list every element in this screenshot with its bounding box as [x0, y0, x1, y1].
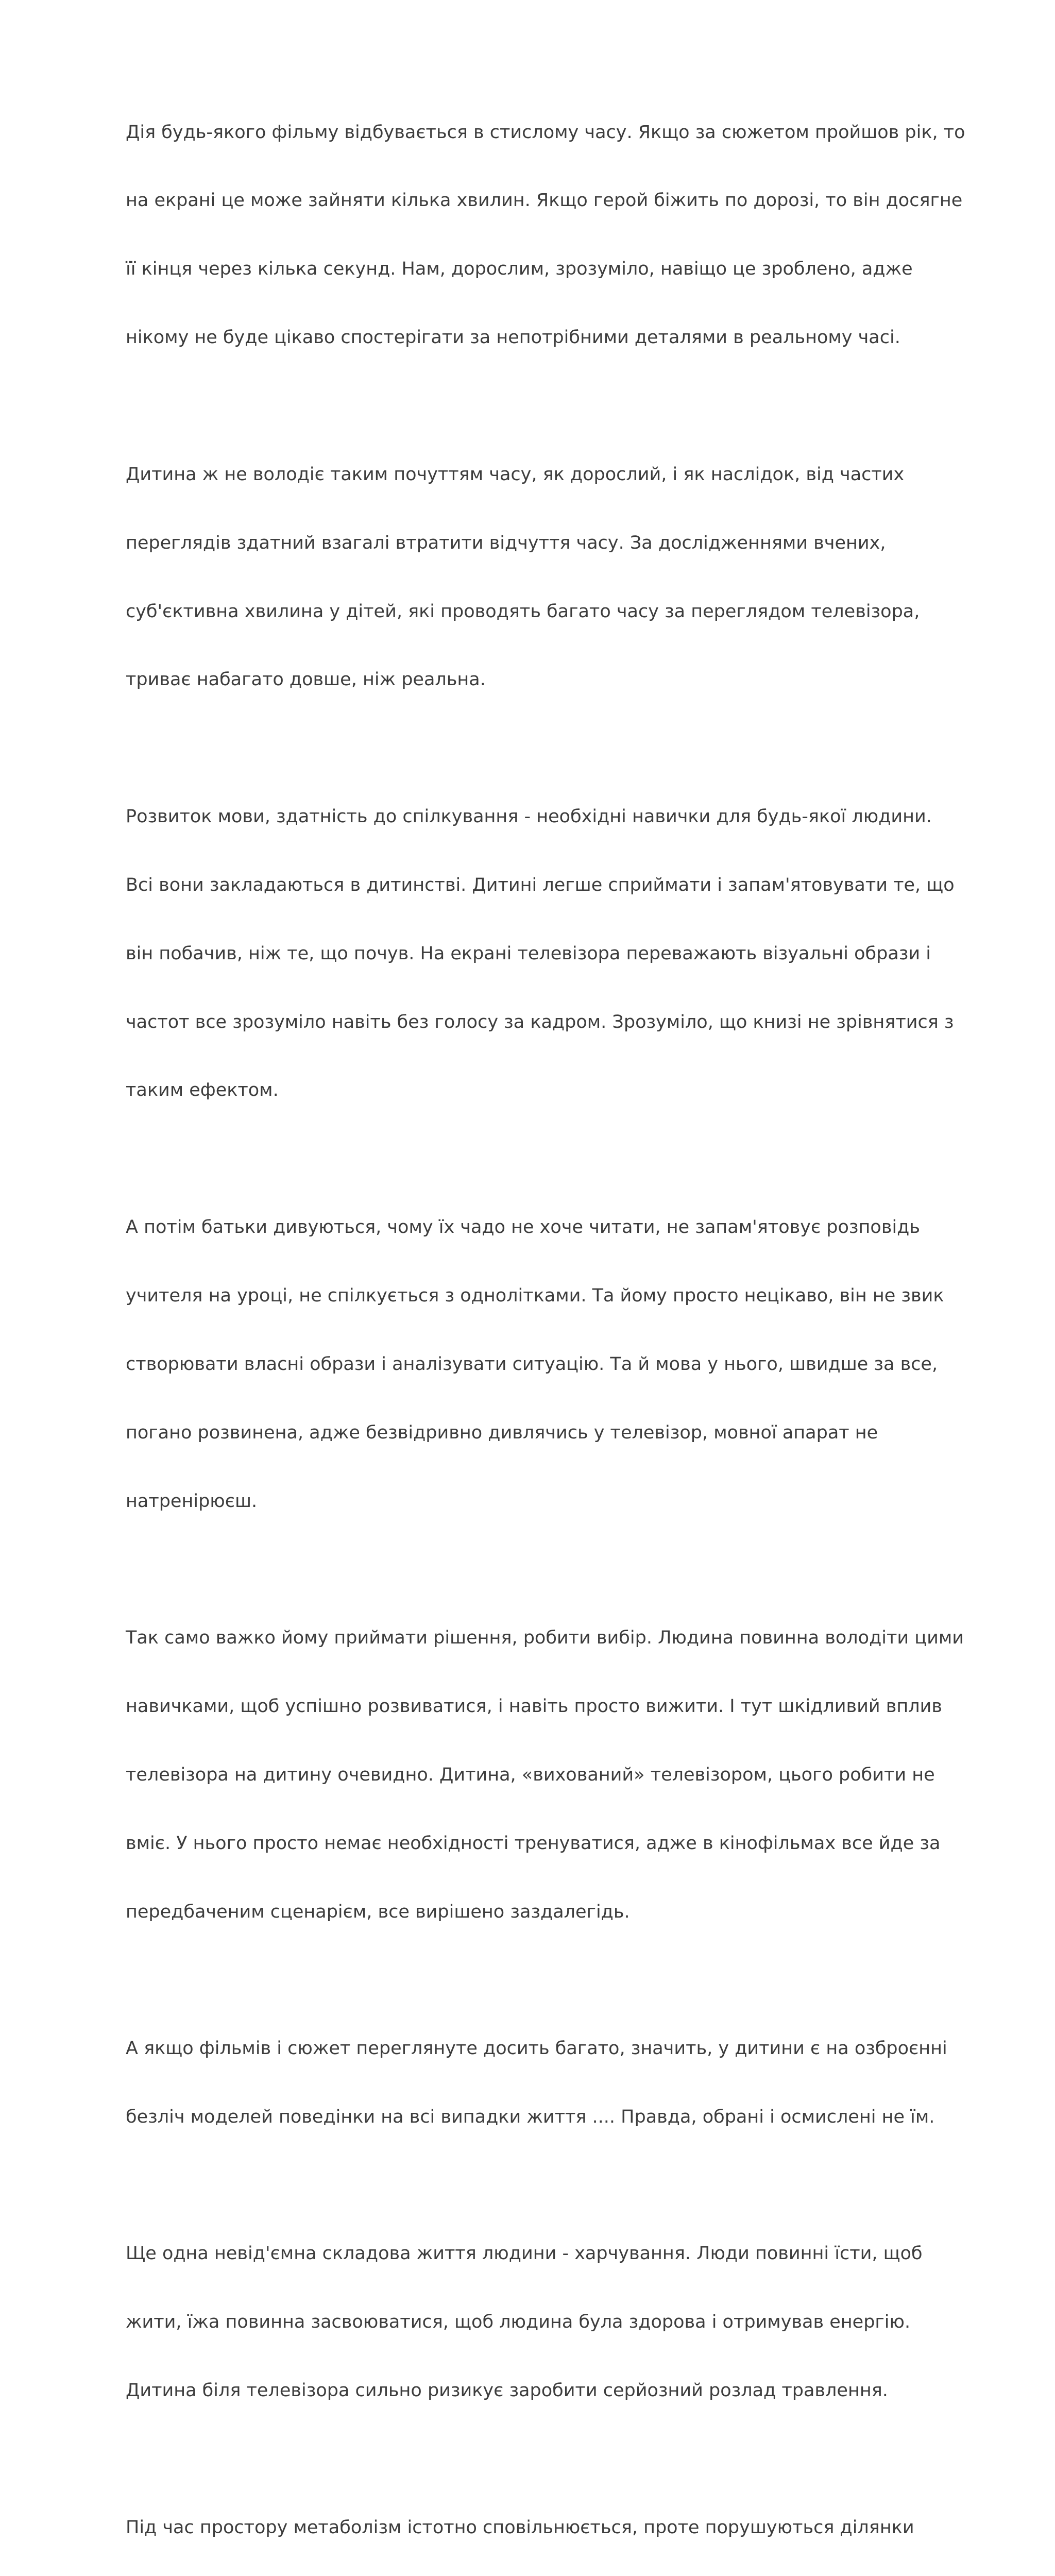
- text-line: натренірюєш.: [126, 1490, 258, 1512]
- text-line: суб'єктивна хвилина у дітей, які проводять багато часу за переглядом телевізора,: [126, 601, 920, 622]
- paragraph: [126, 1170, 960, 1558]
- text-line: телевізора на дитину очевидно. Дитина, «вихований» телевізором, цього робити не: [126, 1764, 935, 1785]
- text-line: Дія будь-якого фільму відбувається в стислому часу. Якщо за сюжетом пройшов рік, то: [126, 122, 965, 143]
- paragraph: [126, 759, 960, 1147]
- text-line: таким ефектом.: [126, 1080, 279, 1101]
- text-line: погано розвинена, адже безвідривно дивлячись у телевізор, мовної апарат не: [126, 1422, 878, 1443]
- paragraph: [126, 75, 965, 395]
- text-line: Дитина біля телевізора сильно ризикує заробити серйозний розлад травлення.: [126, 2380, 888, 2401]
- text-line: учителя на уроці, не спілкується з однолітками. Та йому просто нецікаво, він не звик: [126, 1285, 944, 1306]
- paragraph: [126, 2197, 960, 2448]
- text-line: переглядів здатний взагалі втратити відчуття часу. За дослідженнями вчених,: [126, 532, 886, 553]
- document-body: [126, 75, 965, 2576]
- text-line: на екрані це може зайняти кілька хвилин. Якщо герой біжить по дорозі, то він досягне: [126, 190, 963, 211]
- text-line: Ще одна невід'ємна складова життя людини - харчування. Люди повинні їсти, щоб: [126, 2243, 923, 2264]
- paragraph: [126, 1581, 964, 1969]
- text-line: навичками, щоб успішно розвиватися, і навіть просто вижити. І тут шкідливий вплив: [126, 1696, 943, 1717]
- text-line: Всі вони закладаються в дитинстві. Дитині легше сприймати і запам'ятовувати те, що: [126, 874, 955, 895]
- text-line: Розвиток мови, здатність до спілкування - необхідні навички для будь-якої людини.: [126, 806, 932, 827]
- text-line: жити, їжа повинна засвоюватися, щоб людина була здорова і отримував енергію.: [126, 2312, 911, 2333]
- paragraph: [126, 1991, 960, 2174]
- text-line: Дитина ж не володіє таким почуттям часу, як дорослий, і як наслідок, від частих: [126, 464, 905, 485]
- text-line: передбаченим сценарієм, все вирішено заздалегідь.: [126, 1901, 630, 1922]
- text-line: створювати власні образи і аналізувати ситуацію. Та й мова у нього, швидше за все,: [126, 1353, 938, 1375]
- text-line: вміє. У нього просто немає необхідності тренуватися, адже в кінофільмах все йде за: [126, 1833, 941, 1854]
- text-line: нікому не буде цікаво спостерігати за непотрібними деталями в реальному часі.: [126, 327, 900, 348]
- text-line: частот все зрозуміло навіть без голосу за кадром. Зрозуміло, що книзі не зрівнятися з: [126, 1011, 954, 1032]
- text-line: Так само важко йому приймати рішення, робити вибір. Людина повинна володіти цими: [126, 1628, 964, 1648]
- text-line: він побачив, ніж те, що почув. На екрані телевізора переважають візуальні образи і: [126, 943, 931, 964]
- text-line: безліч моделей поведінки на всі випадки життя .... Правда, обрані і осмислені не їм.: [126, 2106, 935, 2127]
- text-line: А потім батьки дивуються, чому їх чадо не хоче читати, не запам'ятовує розповідь: [126, 1216, 920, 1238]
- text-line: її кінця через кілька секунд. Нам, дорослим, зрозуміло, навіщо це зроблено, адже: [126, 259, 913, 280]
- text-line: А якщо фільмів і сюжет переглянуте досить багато, значить, у дитини є на озброєнні: [126, 2038, 947, 2059]
- text-line: Під час простору метаболізм істотно сповільнюється, проте порушуються ділянки: [126, 2517, 914, 2538]
- paragraph: [126, 2470, 960, 2576]
- paragraph: [126, 417, 960, 737]
- text-line: триває набагато довше, ніж реальна.: [126, 669, 486, 690]
